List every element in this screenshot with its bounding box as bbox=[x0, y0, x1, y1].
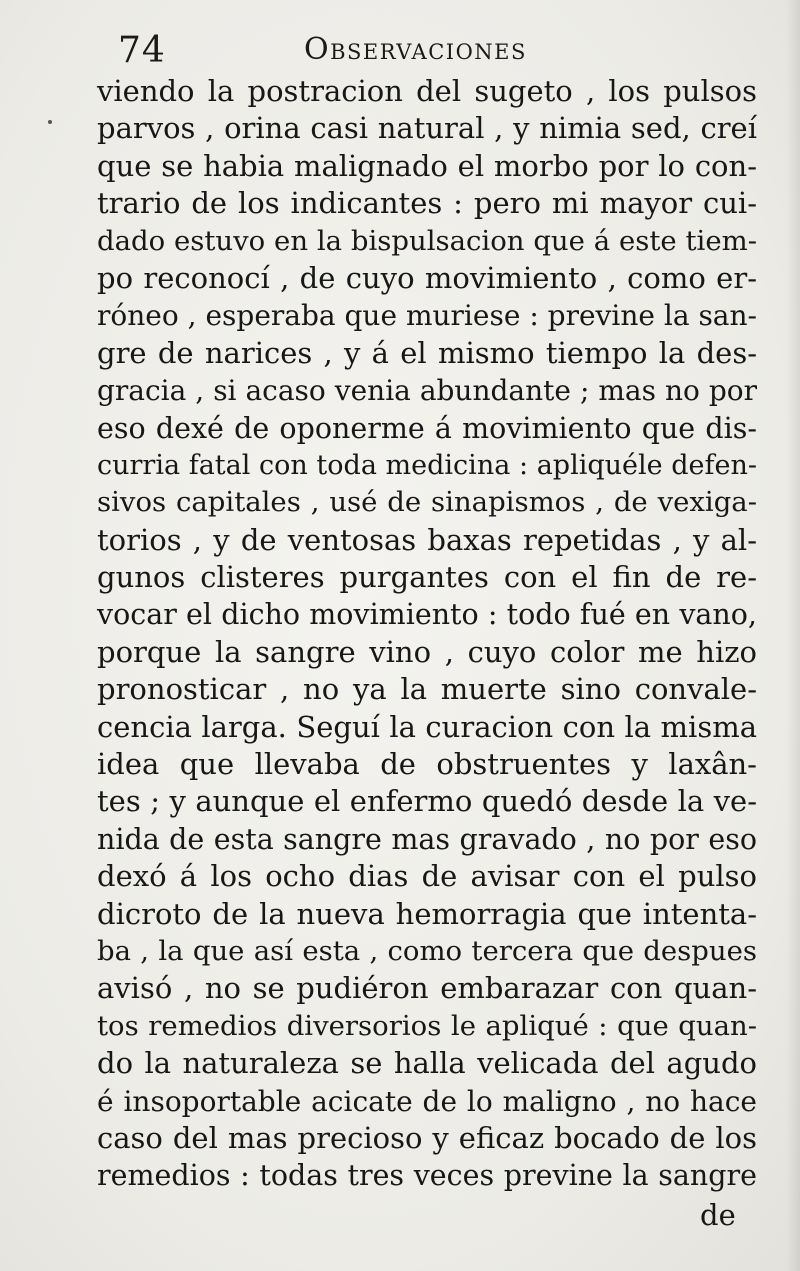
text-line: remedios : todas tres veces previne la sangre bbox=[97, 1159, 757, 1193]
text-line: róneo , esperaba que muriese : previne la san- bbox=[97, 299, 757, 333]
text-line: nida de esta sangre mas gravado , no por eso bbox=[97, 822, 757, 856]
page-number: 74 bbox=[118, 30, 166, 71]
margin-ink-mark bbox=[48, 120, 52, 124]
text-line: pronosticar , no ya la muerte sino convale- bbox=[97, 672, 757, 707]
text-line: tes ; y aunque el enfermo quedó desde la ve- bbox=[97, 784, 757, 819]
text-line: cencia larga. Seguí la curacion con la misma bbox=[97, 709, 757, 744]
text-line: trario de los indicantes : pero mi mayor cui- bbox=[97, 186, 757, 221]
text-line: caso del mas precioso y eficaz bocado de los bbox=[97, 1120, 757, 1155]
text-line: dado estuvo en la bispulsacion que á este tiem- bbox=[97, 224, 757, 257]
text-line: dexó á los ocho dias de avisar con el pulso bbox=[97, 859, 757, 894]
catchword: de bbox=[700, 1198, 736, 1232]
text-line: po reconocí , de cuyo movimiento , como er- bbox=[97, 260, 757, 295]
text-line: avisó , no se pudiéron embarazar con quan- bbox=[97, 971, 757, 1006]
text-line: tos remedios diversorios le apliqué : que quan- bbox=[97, 1009, 757, 1042]
text-line: que se habia malignado el morbo por lo con- bbox=[97, 148, 757, 183]
page-edge-shadow bbox=[786, 0, 800, 1271]
text-line: é insoportable acicate de lo maligno , no hace bbox=[97, 1084, 757, 1118]
text-line: dicroto de la nueva hemorragia que intenta- bbox=[97, 896, 757, 931]
text-line: gunos clisteres purgantes con el fin de re- bbox=[97, 560, 757, 595]
text-line: parvos , orina casi natural , y nimia sed, creí bbox=[97, 111, 757, 146]
text-line: porque la sangre vino , cuyo color me hizo bbox=[97, 634, 757, 669]
text-line: do la naturaleza se halla velicada del agudo bbox=[97, 1046, 757, 1081]
text-line: gre de narices , y á el mismo tiempo la des- bbox=[97, 335, 757, 370]
text-line: ba , la que así esta , como tercera que despues bbox=[97, 934, 757, 967]
running-head: Observaciones bbox=[304, 32, 527, 67]
text-line: sivos capitales , usé de sinapismos , de vexiga- bbox=[97, 486, 757, 519]
text-line: vocar el dicho movimiento : todo fué en vano, bbox=[97, 598, 757, 632]
body-text bbox=[97, 73, 757, 1195]
page-header bbox=[0, 18, 800, 78]
text-line: eso dexé de oponerme á movimiento que dis- bbox=[97, 411, 757, 445]
text-line: curria fatal con toda medicina : apliquéle defen- bbox=[97, 449, 757, 481]
text-line: torios , y de ventosas baxas repetidas , y al- bbox=[97, 522, 757, 557]
text-line: gracia , si acaso venia abundante ; mas no por bbox=[97, 374, 757, 408]
text-line: idea que llevaba de obstruentes y laxân- bbox=[97, 747, 757, 782]
text-line: viendo la postracion del sugeto , los pulsos bbox=[97, 74, 757, 108]
